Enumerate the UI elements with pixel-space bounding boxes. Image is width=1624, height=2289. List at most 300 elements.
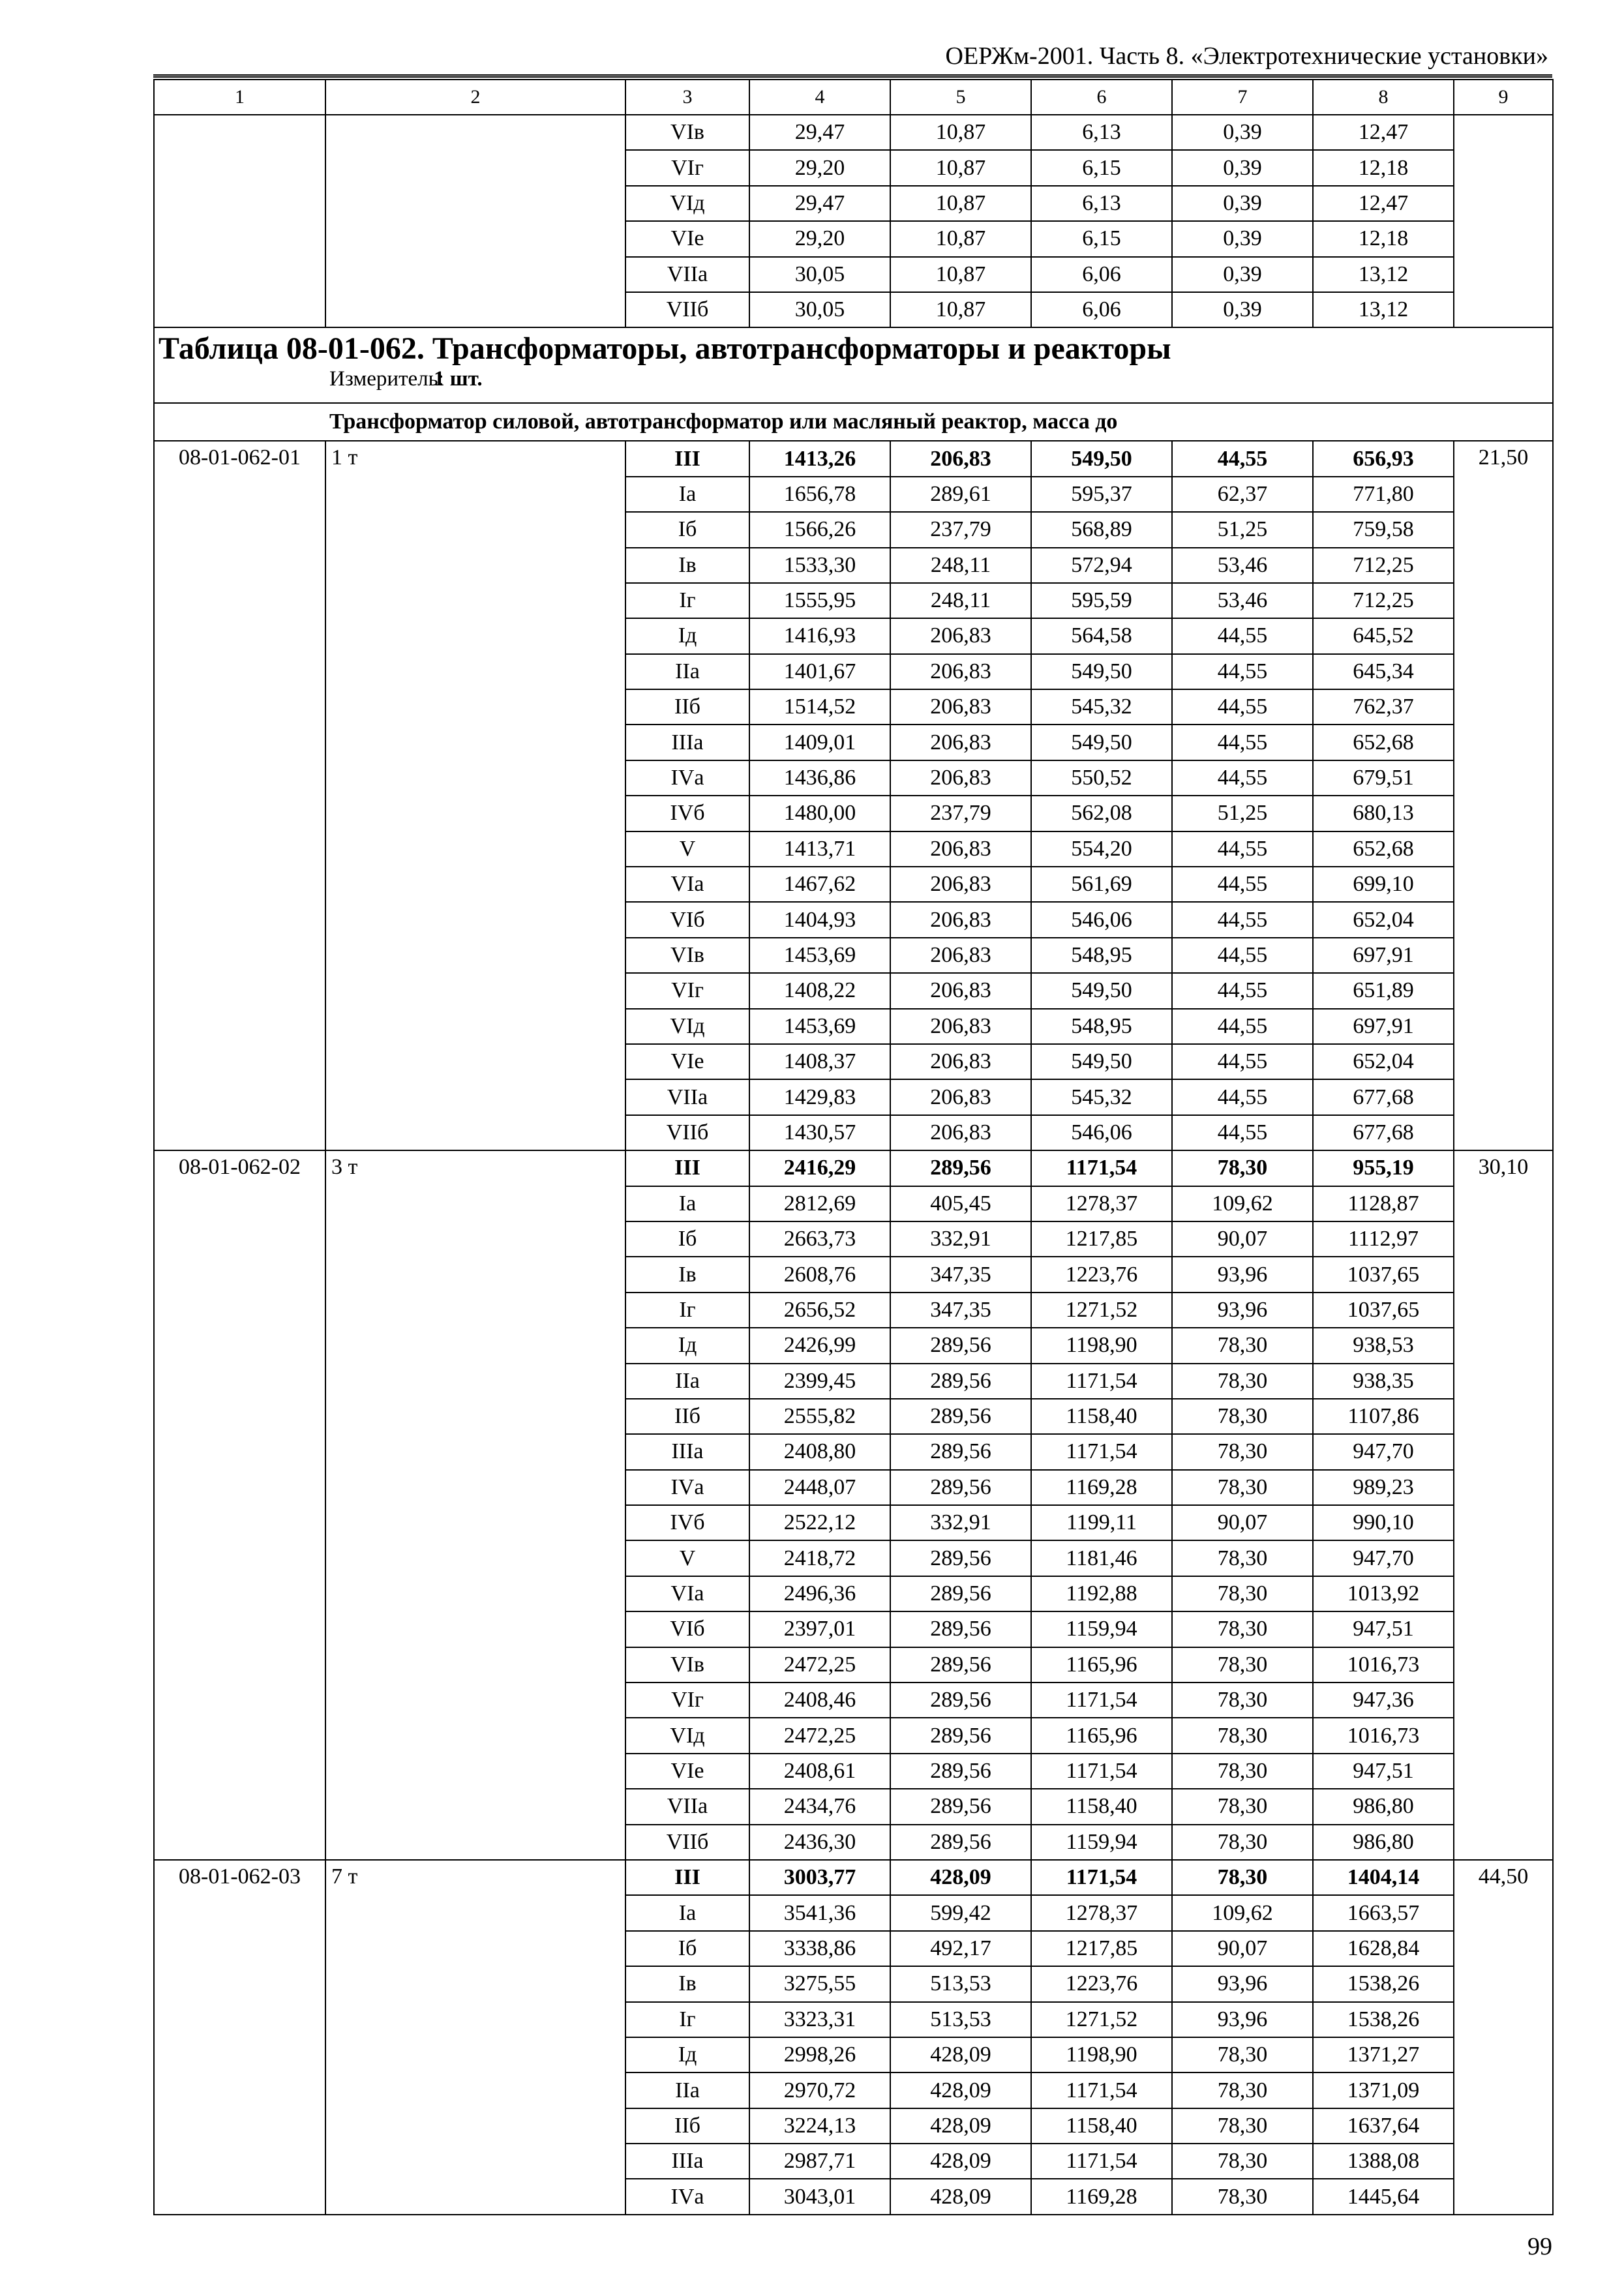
value-cell: 12,18: [1313, 221, 1454, 256]
value-cell: 2472,25: [749, 1718, 890, 1753]
value-cell: 652,68: [1313, 725, 1454, 760]
norm-cell: 30,10: [1454, 1150, 1553, 1860]
value-cell: 78,30: [1172, 1399, 1313, 1434]
value-cell: 986,80: [1313, 1825, 1454, 1860]
value-cell: 93,96: [1172, 1293, 1313, 1328]
value-cell: 2426,99: [749, 1328, 890, 1363]
value-cell: 1429,83: [749, 1079, 890, 1115]
value-cell: 549,50: [1031, 1044, 1172, 1079]
column-number: 1: [154, 80, 325, 115]
value-cell: 0,39: [1172, 186, 1313, 221]
value-cell: 1480,00: [749, 796, 890, 831]
value-cell: 2608,76: [749, 1257, 890, 1292]
value-cell: 2656,52: [749, 1293, 890, 1328]
norm-cell: [1454, 115, 1553, 327]
value-cell: 1467,62: [749, 867, 890, 902]
column-number: 5: [890, 80, 1031, 115]
value-cell: 1171,54: [1031, 1150, 1172, 1186]
value-cell: 759,58: [1313, 512, 1454, 547]
value-cell: 12,18: [1313, 150, 1454, 185]
region-cell: VIд: [625, 1009, 749, 1044]
value-cell: 248,11: [890, 548, 1031, 583]
value-cell: 513,53: [890, 1966, 1031, 2001]
value-cell: 78,30: [1172, 1825, 1313, 1860]
value-cell: 1171,54: [1031, 1364, 1172, 1399]
mass-cell: [325, 115, 625, 327]
value-cell: 428,09: [890, 1860, 1031, 1895]
table-title: Таблица 08-01-062. Трансформаторы, автотрансформаторы и реакторы: [158, 331, 1171, 367]
value-cell: 13,12: [1313, 292, 1454, 327]
value-cell: 1181,46: [1031, 1540, 1172, 1576]
value-cell: 51,25: [1172, 796, 1313, 831]
unit-value: 1 шт.: [434, 367, 483, 391]
value-cell: 10,87: [890, 257, 1031, 292]
value-cell: 78,30: [1172, 2144, 1313, 2179]
region-cell: IIа: [625, 654, 749, 689]
column-number: 3: [625, 80, 749, 115]
value-cell: 428,09: [890, 2179, 1031, 2214]
section-title: Трансформатор силовой, автотрансформатор или масляный реактор, масса до: [154, 403, 1553, 441]
value-cell: 554,20: [1031, 831, 1172, 867]
value-cell: 1453,69: [749, 1009, 890, 1044]
table-row: [154, 1860, 1553, 1895]
norm-cell: 44,50: [1454, 1860, 1553, 2215]
column-number: 2: [325, 80, 625, 115]
value-cell: 572,94: [1031, 548, 1172, 583]
value-cell: 78,30: [1172, 1576, 1313, 1611]
value-cell: 206,83: [890, 618, 1031, 653]
value-cell: 6,15: [1031, 221, 1172, 256]
value-cell: 697,91: [1313, 1009, 1454, 1044]
value-cell: 10,87: [890, 221, 1031, 256]
value-cell: 2399,45: [749, 1364, 890, 1399]
column-number: 9: [1454, 80, 1553, 115]
region-cell: Iб: [625, 1221, 749, 1257]
value-cell: 1271,52: [1031, 1293, 1172, 1328]
value-cell: 652,04: [1313, 1044, 1454, 1079]
value-cell: 938,35: [1313, 1364, 1454, 1399]
region-cell: VIв: [625, 938, 749, 973]
value-cell: 1538,26: [1313, 1966, 1454, 2001]
value-cell: 78,30: [1172, 1647, 1313, 1683]
region-cell: Iв: [625, 1257, 749, 1292]
value-cell: 549,50: [1031, 973, 1172, 1008]
value-cell: 1628,84: [1313, 1931, 1454, 1966]
region-cell: VIв: [625, 115, 749, 150]
value-cell: 2472,25: [749, 1647, 890, 1683]
value-cell: 1453,69: [749, 938, 890, 973]
value-cell: 3338,86: [749, 1931, 890, 1966]
region-cell: VIб: [625, 902, 749, 937]
value-cell: 1199,11: [1031, 1505, 1172, 1540]
value-cell: 2448,07: [749, 1470, 890, 1505]
value-cell: 1371,27: [1313, 2037, 1454, 2072]
region-cell: III: [625, 441, 749, 476]
value-cell: 0,39: [1172, 292, 1313, 327]
value-cell: 30,05: [749, 292, 890, 327]
value-cell: 3224,13: [749, 2108, 890, 2144]
value-cell: 513,53: [890, 2002, 1031, 2037]
value-cell: 1171,54: [1031, 2144, 1172, 2179]
value-cell: 206,83: [890, 725, 1031, 760]
value-cell: 78,30: [1172, 1683, 1313, 1718]
value-cell: 289,56: [890, 1789, 1031, 1824]
value-cell: 78,30: [1172, 1718, 1313, 1753]
value-cell: 2812,69: [749, 1186, 890, 1221]
value-cell: 206,83: [890, 902, 1031, 937]
value-cell: 44,55: [1172, 938, 1313, 973]
value-cell: 44,55: [1172, 867, 1313, 902]
value-cell: 2555,82: [749, 1399, 890, 1434]
value-cell: 652,68: [1313, 831, 1454, 867]
value-cell: 0,39: [1172, 150, 1313, 185]
value-cell: 1198,90: [1031, 1328, 1172, 1363]
table-title-cell: [154, 327, 1553, 403]
value-cell: 677,68: [1313, 1079, 1454, 1115]
region-cell: Iд: [625, 618, 749, 653]
value-cell: 1278,37: [1031, 1895, 1172, 1930]
value-cell: 564,58: [1031, 618, 1172, 653]
region-cell: IVа: [625, 1470, 749, 1505]
value-cell: 90,07: [1172, 1931, 1313, 1966]
region-cell: IIа: [625, 1364, 749, 1399]
value-cell: 699,10: [1313, 867, 1454, 902]
value-cell: 206,83: [890, 441, 1031, 476]
value-cell: 206,83: [890, 831, 1031, 867]
value-cell: 712,25: [1313, 583, 1454, 618]
code-cell: 08-01-062-01: [154, 441, 325, 1150]
value-cell: 44,55: [1172, 689, 1313, 725]
value-cell: 3323,31: [749, 2002, 890, 2037]
region-cell: VIа: [625, 1576, 749, 1611]
value-cell: 2434,76: [749, 1789, 890, 1824]
value-cell: 78,30: [1172, 1754, 1313, 1789]
value-cell: 78,30: [1172, 2072, 1313, 2108]
value-cell: 2408,61: [749, 1754, 890, 1789]
value-cell: 1217,85: [1031, 1221, 1172, 1257]
value-cell: 1169,28: [1031, 2179, 1172, 2214]
value-cell: 289,56: [890, 1611, 1031, 1647]
value-cell: 78,30: [1172, 1150, 1313, 1186]
region-cell: III: [625, 1860, 749, 1895]
value-cell: 1107,86: [1313, 1399, 1454, 1434]
region-cell: Iв: [625, 548, 749, 583]
region-cell: V: [625, 1540, 749, 1576]
value-cell: 90,07: [1172, 1221, 1313, 1257]
value-cell: 2408,46: [749, 1683, 890, 1718]
value-cell: 546,06: [1031, 1115, 1172, 1150]
value-cell: 697,91: [1313, 938, 1454, 973]
value-cell: 30,05: [749, 257, 890, 292]
value-cell: 771,80: [1313, 477, 1454, 512]
value-cell: 6,13: [1031, 115, 1172, 150]
value-cell: 78,30: [1172, 1364, 1313, 1399]
value-cell: 2987,71: [749, 2144, 890, 2179]
region-cell: VIг: [625, 150, 749, 185]
value-cell: 44,55: [1172, 973, 1313, 1008]
value-cell: 78,30: [1172, 2037, 1313, 2072]
value-cell: 1663,57: [1313, 1895, 1454, 1930]
value-cell: 29,20: [749, 150, 890, 185]
value-cell: 1223,76: [1031, 1257, 1172, 1292]
value-cell: 1171,54: [1031, 1860, 1172, 1895]
value-cell: 347,35: [890, 1293, 1031, 1328]
value-cell: 93,96: [1172, 1966, 1313, 2001]
region-cell: III: [625, 1150, 749, 1186]
value-cell: 1430,57: [749, 1115, 890, 1150]
region-cell: Iг: [625, 583, 749, 618]
value-cell: 29,47: [749, 115, 890, 150]
page-number: 99: [1527, 2233, 1552, 2260]
value-cell: 44,55: [1172, 831, 1313, 867]
value-cell: 237,79: [890, 796, 1031, 831]
value-cell: 109,62: [1172, 1895, 1313, 1930]
value-cell: 289,56: [890, 1364, 1031, 1399]
region-cell: VIIа: [625, 1789, 749, 1824]
page-header: [153, 38, 1552, 78]
value-cell: 405,45: [890, 1186, 1031, 1221]
value-cell: 1637,64: [1313, 2108, 1454, 2144]
value-cell: 29,47: [749, 186, 890, 221]
region-cell: Iб: [625, 512, 749, 547]
value-cell: 938,53: [1313, 1328, 1454, 1363]
value-cell: 206,83: [890, 654, 1031, 689]
unit-label: Измеритель:: [329, 367, 444, 391]
value-cell: 947,51: [1313, 1754, 1454, 1789]
region-cell: IIа: [625, 2072, 749, 2108]
value-cell: 428,09: [890, 2072, 1031, 2108]
value-cell: 3541,36: [749, 1895, 890, 1930]
value-cell: 109,62: [1172, 1186, 1313, 1221]
value-cell: 78,30: [1172, 1860, 1313, 1895]
value-cell: 428,09: [890, 2037, 1031, 2072]
value-cell: 90,07: [1172, 1505, 1313, 1540]
region-cell: IIб: [625, 2108, 749, 2144]
value-cell: 1158,40: [1031, 1399, 1172, 1434]
value-cell: 1408,22: [749, 973, 890, 1008]
value-cell: 1158,40: [1031, 1789, 1172, 1824]
value-cell: 492,17: [890, 1931, 1031, 1966]
value-cell: 289,56: [890, 1754, 1031, 1789]
region-cell: VIг: [625, 1683, 749, 1718]
value-cell: 289,56: [890, 1470, 1031, 1505]
value-cell: 6,15: [1031, 150, 1172, 185]
value-cell: 1404,14: [1313, 1860, 1454, 1895]
region-cell: Iа: [625, 477, 749, 512]
value-cell: 1192,88: [1031, 1576, 1172, 1611]
value-cell: 206,83: [890, 1009, 1031, 1044]
value-cell: 2663,73: [749, 1221, 890, 1257]
unit-line: [155, 366, 1552, 392]
value-cell: 1037,65: [1313, 1293, 1454, 1328]
value-cell: 548,95: [1031, 938, 1172, 973]
table-row: [154, 441, 1553, 476]
value-cell: 645,34: [1313, 654, 1454, 689]
value-cell: 561,69: [1031, 867, 1172, 902]
value-cell: 1656,78: [749, 477, 890, 512]
value-cell: 1408,37: [749, 1044, 890, 1079]
value-cell: 44,55: [1172, 902, 1313, 937]
region-cell: IIIа: [625, 1434, 749, 1469]
value-cell: 548,95: [1031, 1009, 1172, 1044]
region-cell: VIIб: [625, 292, 749, 327]
region-cell: VIд: [625, 186, 749, 221]
region-cell: Iг: [625, 1293, 749, 1328]
region-cell: IIб: [625, 1399, 749, 1434]
value-cell: 1159,94: [1031, 1825, 1172, 1860]
code-cell: 08-01-062-02: [154, 1150, 325, 1860]
rates-table: [153, 79, 1554, 2215]
value-cell: 1165,96: [1031, 1718, 1172, 1753]
region-cell: IVб: [625, 796, 749, 831]
value-cell: 44,55: [1172, 618, 1313, 653]
value-cell: 2418,72: [749, 1540, 890, 1576]
section-row: [154, 403, 1553, 441]
value-cell: 3043,01: [749, 2179, 890, 2214]
region-cell: Iд: [625, 2037, 749, 2072]
value-cell: 53,46: [1172, 548, 1313, 583]
table-row: [154, 115, 1553, 150]
value-cell: 1404,93: [749, 902, 890, 937]
region-cell: VIе: [625, 1044, 749, 1079]
region-cell: Iб: [625, 1931, 749, 1966]
norm-cell: 21,50: [1454, 441, 1553, 1150]
value-cell: 2436,30: [749, 1825, 890, 1860]
region-cell: IVб: [625, 1505, 749, 1540]
value-cell: 93,96: [1172, 1257, 1313, 1292]
value-cell: 206,83: [890, 867, 1031, 902]
value-cell: 652,04: [1313, 902, 1454, 937]
region-cell: Iг: [625, 2002, 749, 2037]
region-cell: IIб: [625, 689, 749, 725]
value-cell: 1416,93: [749, 618, 890, 653]
value-cell: 1016,73: [1313, 1647, 1454, 1683]
value-cell: 44,55: [1172, 760, 1313, 796]
value-cell: 289,56: [890, 1540, 1031, 1576]
value-cell: 206,83: [890, 973, 1031, 1008]
value-cell: 237,79: [890, 512, 1031, 547]
region-cell: VIIб: [625, 1825, 749, 1860]
value-cell: 947,36: [1313, 1683, 1454, 1718]
value-cell: 568,89: [1031, 512, 1172, 547]
value-cell: 78,30: [1172, 1789, 1313, 1824]
region-cell: V: [625, 831, 749, 867]
region-cell: Iв: [625, 1966, 749, 2001]
value-cell: 62,37: [1172, 477, 1313, 512]
value-cell: 2998,26: [749, 2037, 890, 2072]
value-cell: 990,10: [1313, 1505, 1454, 1540]
value-cell: 679,51: [1313, 760, 1454, 796]
value-cell: 1165,96: [1031, 1647, 1172, 1683]
value-cell: 289,56: [890, 1825, 1031, 1860]
value-cell: 6,06: [1031, 257, 1172, 292]
value-cell: 1271,52: [1031, 2002, 1172, 2037]
column-number: 7: [1172, 80, 1313, 115]
value-cell: 955,19: [1313, 1150, 1454, 1186]
value-cell: 549,50: [1031, 725, 1172, 760]
value-cell: 1538,26: [1313, 2002, 1454, 2037]
value-cell: 1413,26: [749, 441, 890, 476]
value-cell: 78,30: [1172, 1611, 1313, 1647]
region-cell: VIIа: [625, 1079, 749, 1115]
value-cell: 1514,52: [749, 689, 890, 725]
value-cell: 1171,54: [1031, 1754, 1172, 1789]
value-cell: 0,39: [1172, 221, 1313, 256]
value-cell: 1171,54: [1031, 2072, 1172, 2108]
value-cell: 1171,54: [1031, 1434, 1172, 1469]
value-cell: 78,30: [1172, 2179, 1313, 2214]
value-cell: 1198,90: [1031, 2037, 1172, 2072]
value-cell: 206,83: [890, 760, 1031, 796]
region-cell: IIIа: [625, 2144, 749, 2179]
value-cell: 712,25: [1313, 548, 1454, 583]
value-cell: 1158,40: [1031, 2108, 1172, 2144]
value-cell: 1217,85: [1031, 1931, 1172, 1966]
value-cell: 206,83: [890, 1115, 1031, 1150]
region-cell: VIб: [625, 1611, 749, 1647]
value-cell: 206,83: [890, 1044, 1031, 1079]
value-cell: 289,56: [890, 1576, 1031, 1611]
value-cell: 595,59: [1031, 583, 1172, 618]
region-cell: VIг: [625, 973, 749, 1008]
value-cell: 947,70: [1313, 1540, 1454, 1576]
region-cell: Iа: [625, 1186, 749, 1221]
value-cell: 289,56: [890, 1328, 1031, 1363]
value-cell: 12,47: [1313, 186, 1454, 221]
value-cell: 332,91: [890, 1221, 1031, 1257]
value-cell: 44,55: [1172, 1079, 1313, 1115]
value-cell: 2496,36: [749, 1576, 890, 1611]
value-cell: 44,55: [1172, 1044, 1313, 1079]
region-cell: VIе: [625, 1754, 749, 1789]
value-cell: 550,52: [1031, 760, 1172, 796]
region-cell: VIе: [625, 221, 749, 256]
value-cell: 13,12: [1313, 257, 1454, 292]
value-cell: 549,50: [1031, 441, 1172, 476]
value-cell: 2970,72: [749, 2072, 890, 2108]
value-cell: 78,30: [1172, 1470, 1313, 1505]
value-cell: 6,13: [1031, 186, 1172, 221]
region-cell: VIа: [625, 867, 749, 902]
value-cell: 645,52: [1313, 618, 1454, 653]
value-cell: 10,87: [890, 292, 1031, 327]
value-cell: 651,89: [1313, 973, 1454, 1008]
region-cell: IVа: [625, 760, 749, 796]
value-cell: 332,91: [890, 1505, 1031, 1540]
value-cell: 1533,30: [749, 548, 890, 583]
value-cell: 1037,65: [1313, 1257, 1454, 1292]
value-cell: 289,56: [890, 1718, 1031, 1753]
value-cell: 347,35: [890, 1257, 1031, 1292]
value-cell: 78,30: [1172, 2108, 1313, 2144]
value-cell: 546,06: [1031, 902, 1172, 937]
value-cell: 2408,80: [749, 1434, 890, 1469]
code-cell: 08-01-062-03: [154, 1860, 325, 2215]
mass-cell: 3 т: [325, 1150, 625, 1860]
value-cell: 0,39: [1172, 115, 1313, 150]
value-cell: 989,23: [1313, 1470, 1454, 1505]
value-cell: 44,55: [1172, 725, 1313, 760]
region-cell: VIIа: [625, 257, 749, 292]
value-cell: 1445,64: [1313, 2179, 1454, 2214]
value-cell: 93,96: [1172, 2002, 1313, 2037]
value-cell: 289,56: [890, 1150, 1031, 1186]
value-cell: 545,32: [1031, 689, 1172, 725]
value-cell: 1555,95: [749, 583, 890, 618]
mass-cell: 1 т: [325, 441, 625, 1150]
value-cell: 428,09: [890, 2144, 1031, 2179]
region-cell: VIIб: [625, 1115, 749, 1150]
